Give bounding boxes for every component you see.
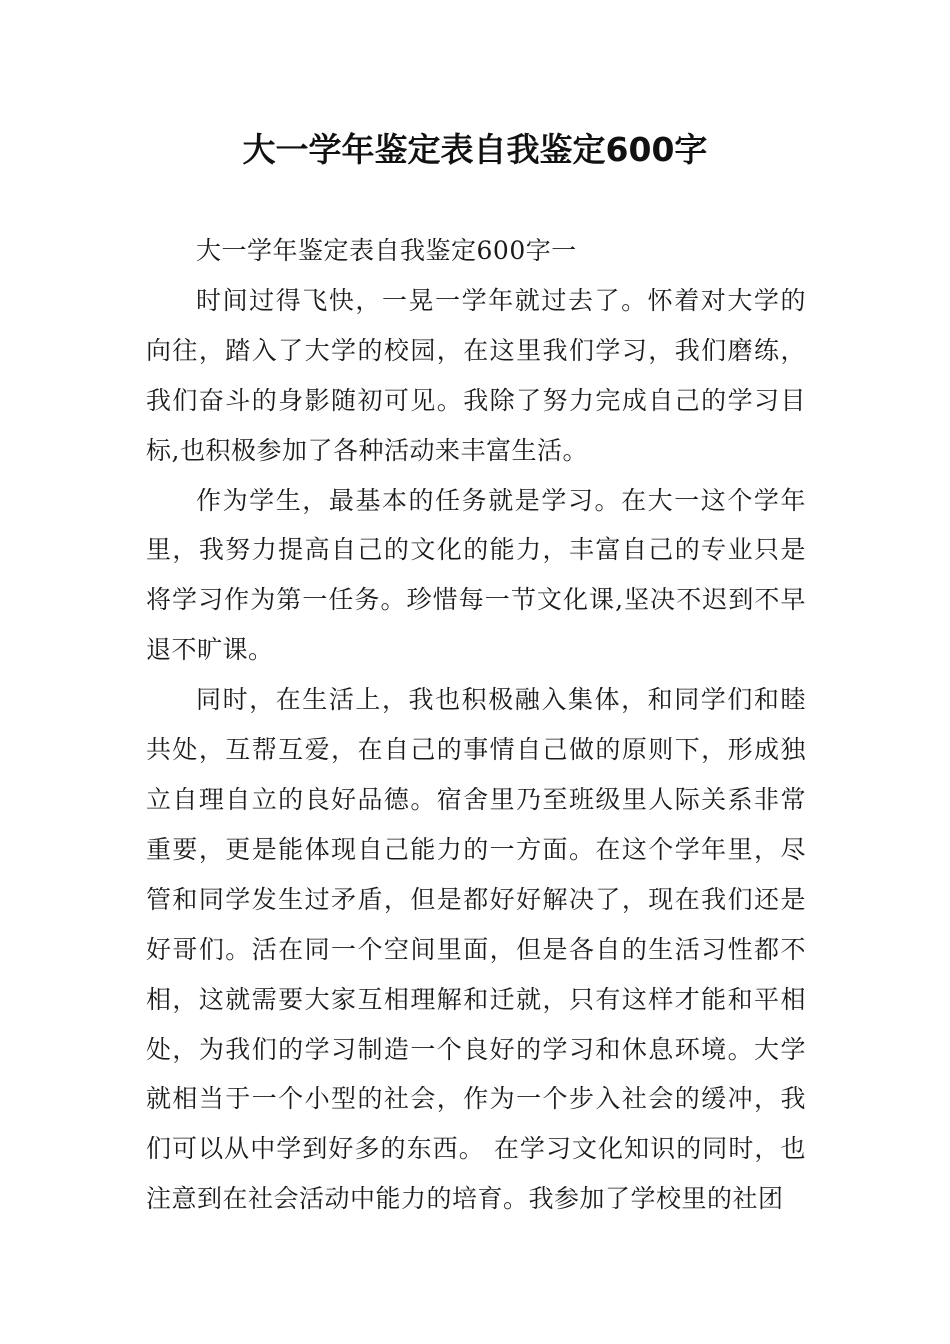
section-heading: 大一学年鉴定表自我鉴定600字一 (196, 236, 577, 265)
paragraph-2: 作为学生，最基本的任务就是学习。在大一这个学年里，我努力提高自己的文化的能力，丰富自己的专业只是将学习作为第一任务。珍惜每一节文化课,坚决不迟到不早退不旷课。 (146, 485, 806, 665)
document-body (146, 226, 806, 1224)
paragraph-1: 时间过得飞快，一晃一学年就过去了。怀着对大学的向往，踏入了大学的校园，在这里我们学习，我们磨练，我们奋斗的身影随初可见。我除了努力完成自己的学习目标,也积极参加了各种活动来丰富生活。 (146, 285, 806, 465)
document-title: 大一学年鉴定表自我鉴定600字 (242, 130, 708, 169)
paragraph-3: 同时，在生活上，我也积极融入集体，和同学们和睦共处，互帮互爱，在自己的事情自己做的原则下，形成独立自理自立的良好品德。宿舍里乃至班级里人际关系非常重要，更是能体现自己能力的一方面。在这个学年里，尽管和同学发生过矛盾，但是都好好解决了，现在我们还是好哥们。活在同一个空间里面，但是各自的生活习性都不相，这就需要大家互相理解和迁就，只有这样才能和平相处，为我们的学习制造一个良好的学习和休息环境。大学就相当于一个小型的社会，作为一个步入社会的缓冲，我们可以从中学到好多的东西。 在学习文化知识的同时，也注意到在社会活动中能力的培育。我参加了学校里的社团 (146, 685, 806, 1214)
